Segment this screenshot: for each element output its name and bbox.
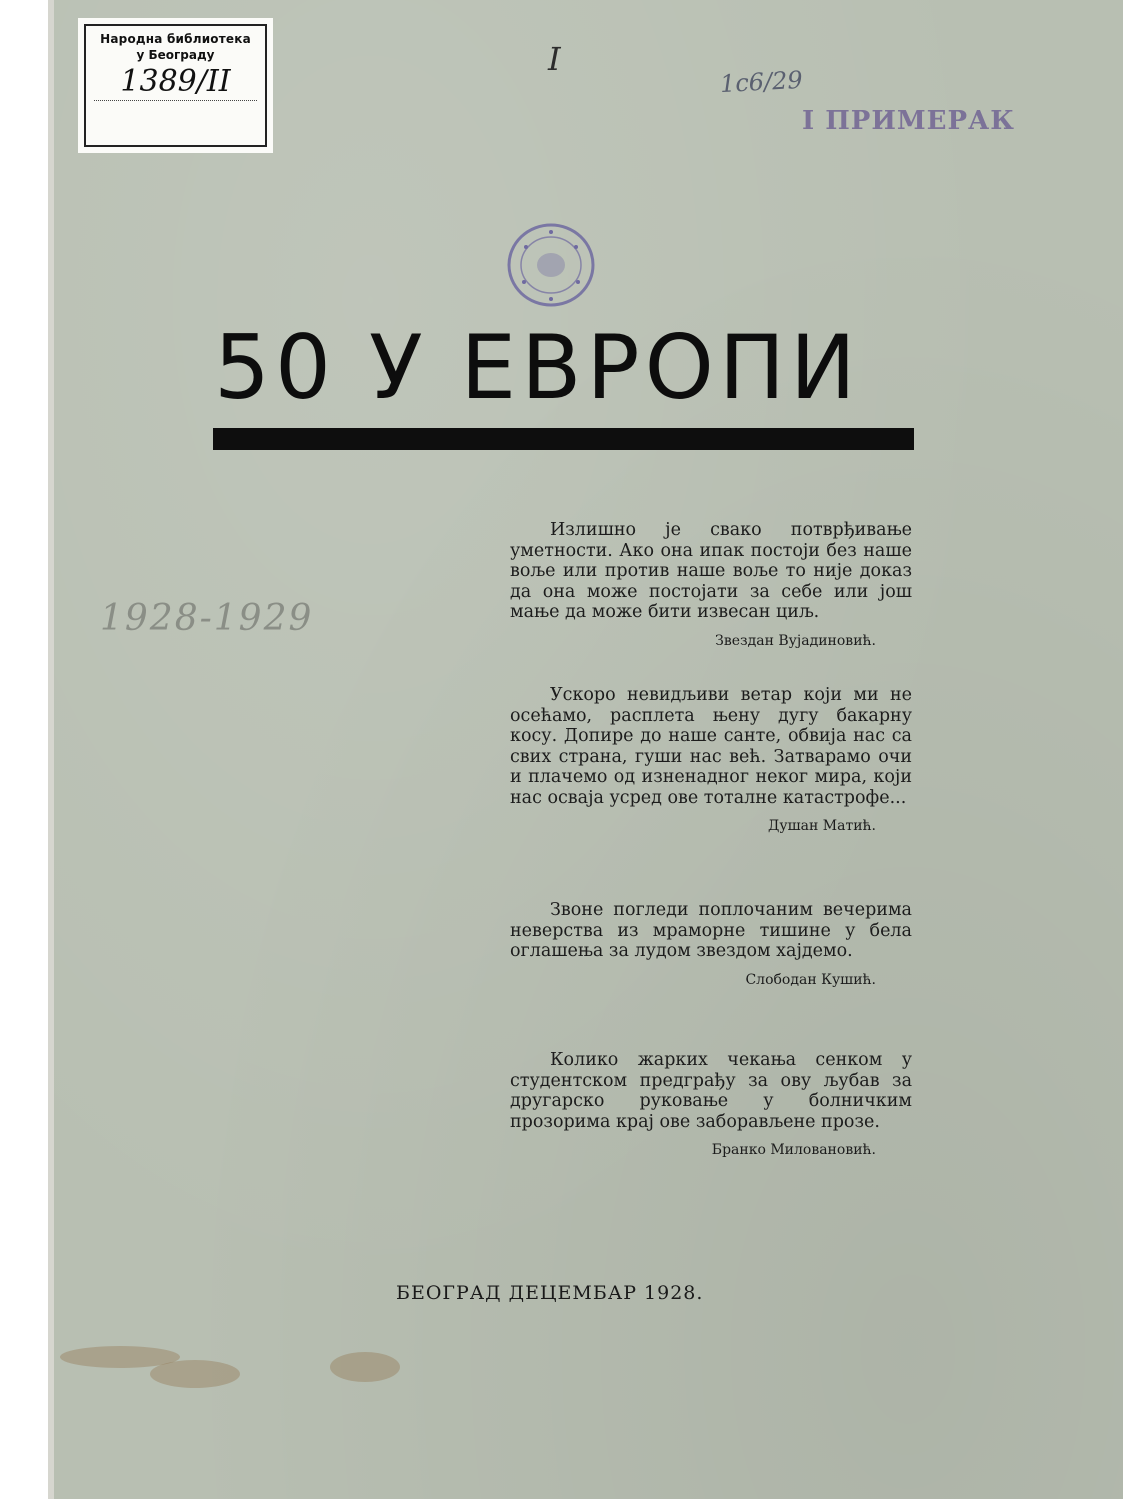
quote-text: Излишно је свако потврђивање уметности. Ако она ипак постоји без наше воље или против наше воље то није доказ да она може постојати за себе или још мање да може бити извесан циљ.: [510, 520, 912, 622]
pencil-annotation: 1928-1929: [100, 598, 314, 639]
quote-author: Бранко Миловановић.: [711, 1142, 876, 1158]
library-city: у Београду: [136, 48, 215, 62]
library-name: Народна библиотека: [100, 32, 251, 46]
handwritten-volume-mark: I: [548, 40, 561, 78]
quote-author: Слободан Кушић.: [745, 971, 876, 988]
quote-block: [510, 520, 912, 685]
library-label-frame: [84, 24, 267, 147]
quote-block: [510, 1050, 912, 1160]
publication-place-date: БЕОГРАД ДЕЦЕМБАР 1928.: [396, 1282, 704, 1304]
page-edge: [48, 0, 54, 1499]
quote-author: Звездан Вујадиновић.: [715, 632, 876, 649]
library-call-number: 1389/II: [94, 64, 257, 101]
stain-mark: [150, 1360, 240, 1388]
quote-text: Колико жарких чекања сенком у студентском предграђу за ову љубав за другарско руковање у болничким прозорима крај ове заборављене прозе.: [510, 1050, 912, 1132]
stain-mark: [330, 1352, 400, 1382]
library-label: [78, 18, 273, 153]
handwritten-reference: 1с6/29: [719, 65, 804, 99]
quote-text: Ускоро невидљиви ветар који ми не осећамо, расплета њену дугу бакарну косу. Допире до наше санте, обвија нас са свих страна, гуши нас већ. Затварамо очи и плачемо од изненадног неког мира, који нас осваја усред ове тоталне катастрофе...: [510, 685, 912, 808]
library-seal-icon: [506, 222, 596, 308]
quote-block: [510, 900, 912, 1050]
quotes-column: [510, 520, 912, 1160]
quote-text: Звоне погледи поплочаним вечерима неверства из мраморне тишине у бела оглашења за лудом звездом хајдемо.: [510, 900, 912, 961]
quote-block: [510, 685, 912, 900]
title-underline-bar: [213, 428, 914, 450]
copy-stamp: I ПРИМЕРАК: [802, 106, 1015, 136]
quote-author: Душан Матић.: [768, 818, 876, 834]
page-title: 50 У ЕВРОПИ: [214, 316, 861, 419]
